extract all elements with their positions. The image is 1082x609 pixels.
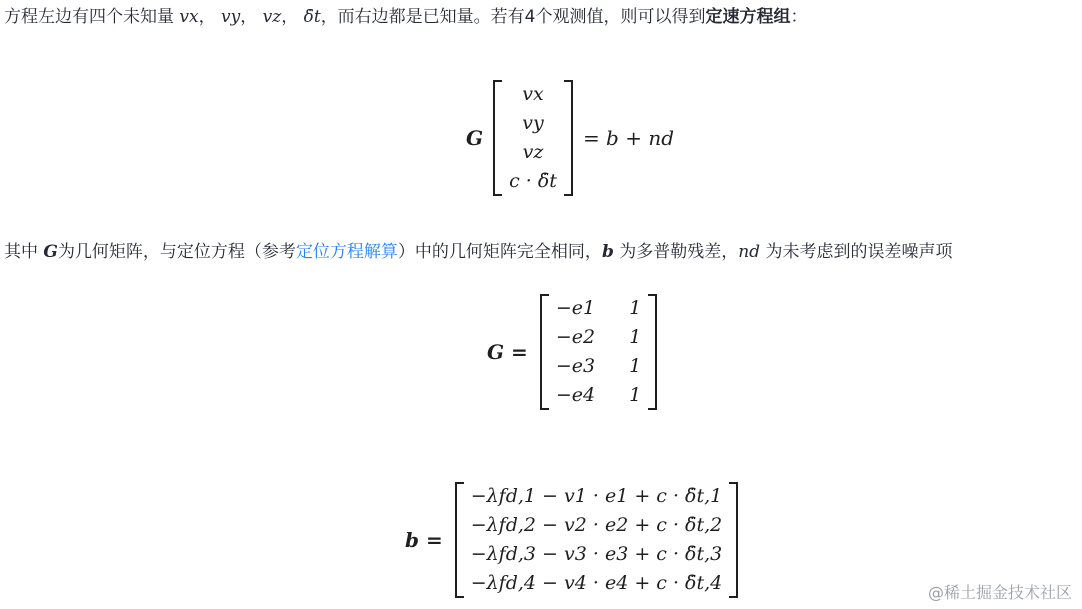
var-vz: vz — [262, 7, 282, 27]
link-positioning-solution[interactable]: 定位方程解算 — [295, 242, 398, 262]
bold-term: 定速方程组 — [705, 7, 791, 27]
eq3-vector — [455, 482, 739, 598]
symbol-b: b — [601, 242, 614, 262]
eq2-cell: −e2 — [555, 326, 596, 348]
p1-sep1: ， — [198, 7, 216, 27]
watermark: @稀土掘金技术社区 — [927, 583, 1072, 602]
p1-sep3: ， — [281, 7, 299, 27]
eq3-row: −λfd,4 − v4 · e4 + c · δ̇t,4 — [470, 572, 723, 594]
equation-geometry-matrix — [487, 294, 657, 410]
symbol-nd: nd — [738, 242, 761, 262]
eq2-cell: −e1 — [555, 297, 596, 319]
equation-velocity — [466, 80, 674, 196]
var-vy: vy — [221, 7, 241, 27]
equation-doppler-residual — [405, 482, 738, 598]
eq1-vector-entry: vz — [522, 141, 544, 163]
p1-sep2: ， — [240, 7, 258, 27]
eq1-vector-entry: c · δ̇t — [509, 170, 557, 192]
eq2-matrix — [540, 294, 657, 410]
p1-colon: ： — [790, 7, 808, 27]
eq3-row: −λfd,1 − v1 · e1 + c · δ̇t,1 — [470, 485, 723, 507]
paragraph-unknowns — [4, 2, 808, 32]
eq1-lhs: G — [466, 126, 484, 150]
eq2-cell: 1 — [629, 297, 642, 319]
p2-suffix: 为未考虑到的误差噪声项 — [765, 242, 953, 262]
eq2-cell: 1 — [629, 355, 642, 377]
eq1-vector-entry: vx — [522, 83, 544, 105]
p2-mid3: 为多普勒残差， — [619, 242, 739, 262]
var-clock-drift: δ̇t — [303, 7, 321, 27]
p2-mid1: 为几何矩阵，与定位方程（参考 — [57, 242, 296, 262]
eq2-cell: −e4 — [555, 384, 596, 406]
p2-mid2: ）中的几何矩阵完全相同， — [397, 242, 602, 262]
eq1-rhs: = b + nd — [582, 126, 675, 150]
p1-prefix: 方程左边有四个未知量 — [4, 7, 174, 27]
eq1-vector-entry: vy — [522, 112, 544, 134]
p1-suffix: ，而右边都是已知量。若有4个观测值，则可以得到 — [320, 7, 706, 27]
eq2-lhs: G = — [487, 340, 528, 364]
p2-prefix: 其中 — [4, 242, 38, 262]
eq2-cell: −e3 — [555, 355, 596, 377]
eq3-row: −λfd,2 − v2 · e2 + c · δ̇t,2 — [470, 514, 723, 536]
symbol-G: G — [43, 242, 58, 262]
eq3-lhs: b = — [405, 528, 443, 552]
paragraph-definitions — [4, 237, 952, 267]
eq1-vector — [493, 80, 573, 196]
var-vx: vx — [179, 7, 199, 27]
eq3-row: −λfd,3 − v3 · e3 + c · δ̇t,3 — [470, 543, 723, 565]
eq2-cell: 1 — [629, 326, 642, 348]
eq2-cell: 1 — [629, 384, 642, 406]
